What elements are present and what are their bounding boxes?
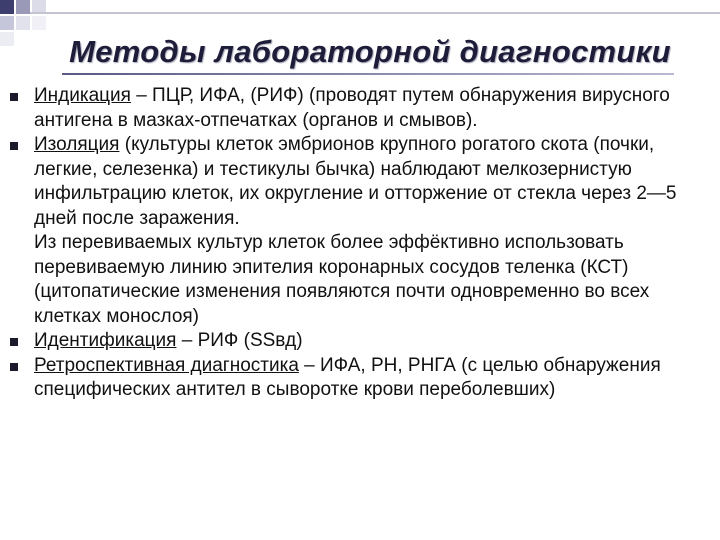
deco-square bbox=[32, 16, 46, 30]
item-text: – ПЦР, ИФА, (РИФ) (проводят путем обнаружения вирусного антигена в мазках-отпечатках (органов и смывов). bbox=[34, 85, 670, 131]
list-item-indication bbox=[10, 84, 718, 133]
item-text: – РИФ (SSвд) bbox=[176, 330, 303, 351]
term-identification: Идентификация bbox=[34, 330, 177, 351]
bullet-square-icon bbox=[10, 142, 18, 150]
slide-content bbox=[10, 84, 718, 403]
title-underline bbox=[62, 73, 674, 75]
bullet-square-icon bbox=[10, 338, 18, 346]
list-item-identification bbox=[10, 329, 718, 354]
bullet-square-icon bbox=[10, 93, 18, 101]
bullet-square-icon bbox=[10, 363, 18, 371]
deco-square bbox=[0, 16, 14, 30]
list-item-isolation bbox=[10, 133, 718, 231]
term-retrospective: Ретроспективная диагностика bbox=[34, 354, 299, 376]
isolation-continuation: Из перевиваемых культур клеток более эффёктивно использовать перевиваемую линию эпителия коронарных сосудов теленка (КСТ) (цитопатические изменения появляются почти одновременно во всех клетках монослоя) bbox=[34, 232, 650, 327]
top-divider bbox=[30, 12, 720, 14]
term-isolation: Изоляция bbox=[34, 134, 120, 155]
deco-square bbox=[16, 0, 30, 14]
deco-square bbox=[16, 16, 30, 30]
list-item-retrospective bbox=[10, 354, 718, 403]
item-text: (культуры клеток эмбрионов крупного рогатого скота (почки, легкие, селезенка) и тестикулы бычка) наблюдают мелкозернистую инфильтрацию клеток, их округление и отторжение от стекла через 2—5 дней после заражения. bbox=[34, 134, 677, 229]
slide-title: Методы лабораторной диагностики bbox=[69, 34, 671, 69]
deco-square bbox=[0, 0, 14, 14]
item-text: – ИФА, РН, РНГА (с целью обнаружения специфических антител в сыворотке крови переболевших) bbox=[34, 354, 661, 400]
term-indication: Индикация bbox=[34, 85, 131, 106]
